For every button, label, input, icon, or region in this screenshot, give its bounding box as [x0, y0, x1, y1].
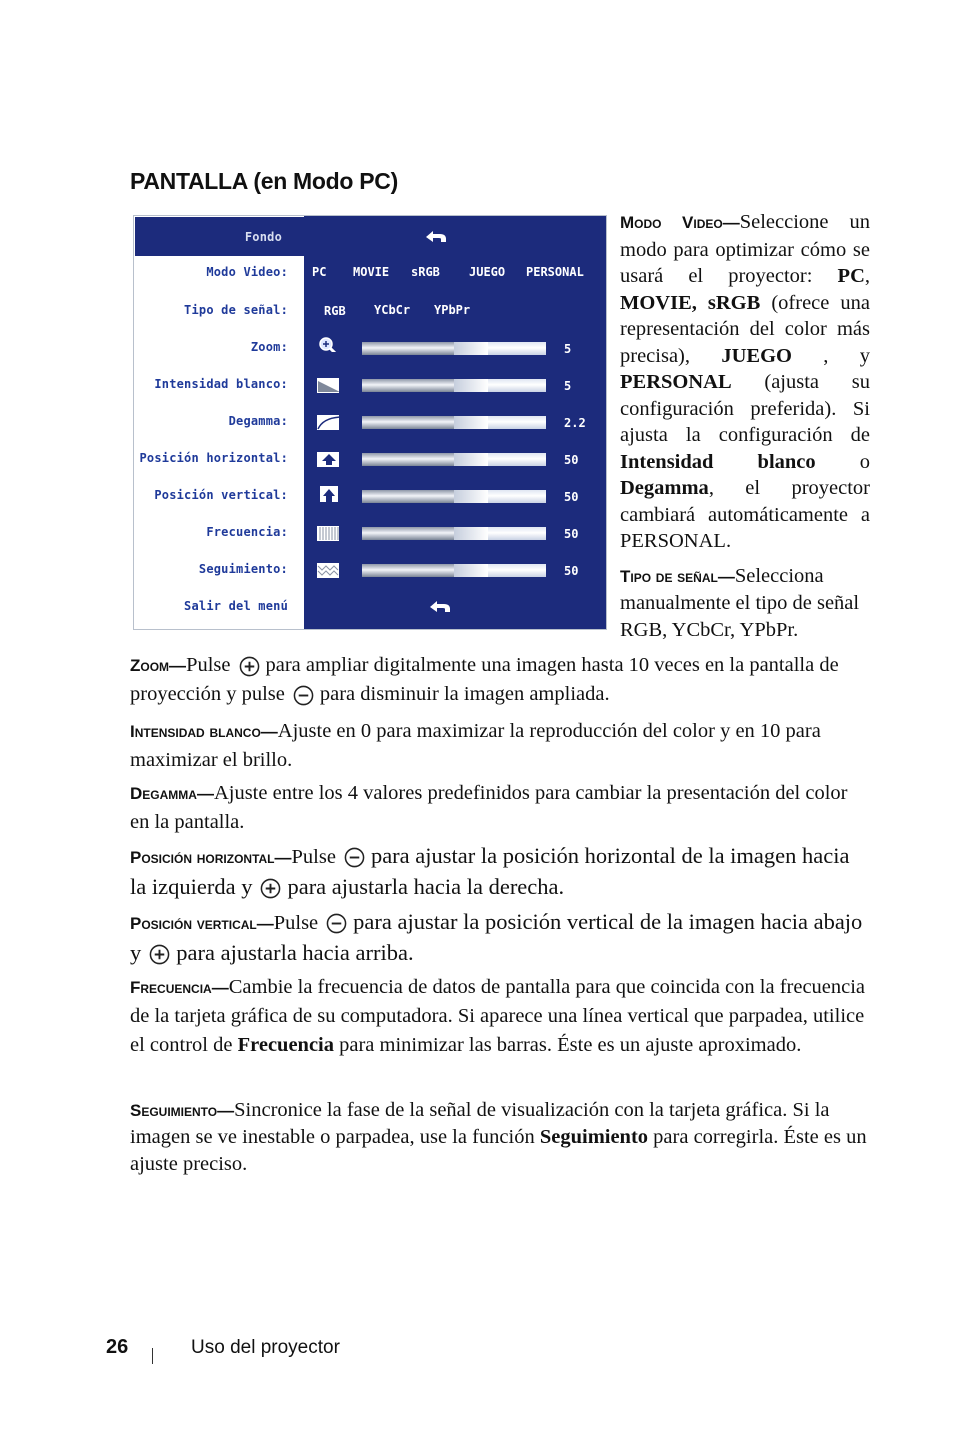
- zoom-slider[interactable]: [362, 342, 546, 355]
- seguimiento-term: Seguimiento—: [130, 1101, 235, 1120]
- posicion-vertical-slider-grad: [454, 490, 488, 503]
- frecuencia-slider-grad: [454, 527, 488, 540]
- seguimiento-paragraph: [130, 1097, 870, 1178]
- text: para ampliar digitalmente una imagen hasta 10 veces en la pantalla de proyección y pulse: [130, 654, 839, 705]
- degamma-paragraph: [130, 779, 870, 836]
- intensidad-blanco-paragraph: [130, 717, 870, 774]
- page-number: 26: [106, 1336, 129, 1358]
- text: para ajustarla hacia arriba.: [176, 940, 414, 965]
- bold-text: Seguimiento: [539, 1126, 649, 1148]
- text: para ajustar la posición vertical de la imagen hacia abajo y: [130, 909, 863, 965]
- intensidad-blanco-value: 5: [564, 379, 572, 393]
- osd-option-movie[interactable]: MOVIE: [353, 265, 390, 279]
- frequency-icon: [317, 526, 339, 542]
- degamma-term: Degamma—: [130, 784, 214, 803]
- posicion-horizontal-slider-fill: [362, 453, 454, 466]
- bold-text: JUEGO: [721, 344, 792, 367]
- intensidad-blanco-slider-fill: [362, 379, 454, 392]
- intensidad-blanco-term: Intensidad blanco—: [130, 722, 278, 741]
- plus-button-icon: [239, 656, 260, 677]
- osd-label-intensidad-blanco[interactable]: Intensidad blanco:: [154, 377, 288, 391]
- text: para corregirla. Éste es un ajuste preciso.: [130, 1126, 867, 1175]
- osd-label-posicion-horizontal[interactable]: Posición horizontal:: [139, 451, 288, 465]
- text: PERSONAL: [620, 530, 726, 552]
- text: para ajustar la posición horizontal de la imagen hacia la izquierda y: [130, 843, 850, 899]
- bold-text: PC: [837, 265, 865, 287]
- text: Pulse: [186, 654, 231, 676]
- text: (ajusta su configuración preferida). Si ajusta la configuración de: [620, 371, 870, 446]
- text: Ajuste entre los 4 valores predefinidos para cambiar la presentación del color en la pantalla.: [130, 782, 848, 833]
- bold-text: MOVIE, sRGB: [620, 291, 761, 314]
- bold-text: Intensidad blanco: [620, 450, 816, 473]
- osd-label-zoom[interactable]: Zoom:: [250, 340, 288, 354]
- osd-label-seguimiento[interactable]: Seguimiento:: [198, 562, 288, 576]
- degamma-curve-icon: [317, 415, 339, 431]
- tipo-senal-term: Tipo de señal—: [620, 566, 735, 586]
- text: Sincronice la fase de la señal de visualización con la tarjeta gráfica. Si la imagen se ve inestable o parpadea, use la función: [130, 1099, 830, 1148]
- osd-option-srgb[interactable]: sRGB: [411, 265, 440, 279]
- osd-menu-panel: [133, 215, 607, 630]
- text: (ofrece una representación del color más precisa),: [620, 291, 870, 367]
- degamma-value: 2.2: [564, 416, 586, 430]
- zoom-slider-grad: [454, 342, 488, 355]
- posicion-vertical-slider-fill: [362, 490, 454, 503]
- osd-option-ycbcr[interactable]: YCbCr: [374, 303, 411, 317]
- posicion-horizontal-term: Posición horizontal—: [130, 848, 292, 867]
- posicion-vertical-slider[interactable]: [362, 490, 546, 503]
- frecuencia-slider-fill: [362, 527, 454, 540]
- modo-video-paragraph: [620, 209, 870, 555]
- osd-label-frecuencia[interactable]: Frecuencia:: [206, 525, 288, 539]
- page-title: PANTALLA (en Modo PC): [130, 168, 398, 194]
- seguimiento-slider[interactable]: [362, 564, 546, 577]
- text: o: [815, 450, 870, 473]
- frecuencia-paragraph: [130, 973, 870, 1060]
- osd-option-ypbpr[interactable]: YPbPr: [434, 303, 471, 317]
- zoom-slider-fill: [362, 342, 454, 355]
- text: para disminuir la imagen ampliada.: [319, 683, 610, 705]
- tracking-icon: [317, 563, 339, 579]
- footer-section-title: Uso del proyector: [191, 1337, 340, 1358]
- frecuencia-term: Frecuencia—: [130, 978, 229, 997]
- posicion-vertical-paragraph: [130, 907, 870, 967]
- minus-button-icon: [293, 685, 314, 706]
- text: Selecciona manualmente el tipo de señal RGB, YCbCr, YPbPr.: [620, 564, 860, 641]
- osd-label-modo-video[interactable]: Modo Video:: [206, 265, 288, 279]
- minus-button-icon: [326, 913, 347, 934]
- osd-fondo-label[interactable]: Fondo: [244, 230, 282, 244]
- seguimiento-slider-fill: [362, 564, 454, 577]
- osd-label-tipo-senal[interactable]: Tipo de señal:: [184, 303, 288, 317]
- text: , y: [791, 344, 871, 367]
- osd-header-row: [135, 217, 605, 256]
- return-arrow-icon[interactable]: [424, 228, 448, 244]
- bold-text: PERSONAL: [620, 371, 732, 393]
- zoom-paragraph: [130, 651, 870, 708]
- posicion-horizontal-slider[interactable]: [362, 453, 546, 466]
- vertical-position-icon: [320, 486, 342, 502]
- text: ,: [864, 265, 870, 287]
- osd-option-personal[interactable]: PERSONAL: [526, 265, 584, 279]
- osd-option-rgb[interactable]: RGB: [324, 304, 346, 318]
- bold-text: Frecuencia: [237, 1034, 334, 1056]
- frecuencia-value: 50: [564, 527, 579, 541]
- plus-button-icon: [149, 944, 170, 965]
- osd-label-posicion-vertical[interactable]: Posición vertical:: [154, 488, 288, 502]
- exit-return-arrow-icon[interactable]: [428, 598, 452, 614]
- text: Cambie la frecuencia de datos de pantalla para que coincida con la frecuencia de la tarjeta gráfica de su computadora. Si aparece una línea vertical que parpadea, utilice el control de: [130, 976, 866, 1056]
- frecuencia-slider[interactable]: [362, 527, 546, 540]
- degamma-slider-grad: [454, 416, 488, 429]
- seguimiento-value: 50: [564, 564, 579, 578]
- minus-button-icon: [344, 847, 365, 868]
- zoom-value: 5: [564, 342, 572, 356]
- text: .: [725, 530, 732, 552]
- text: Pulse: [291, 846, 336, 868]
- text: Seleccione un modo para optimizar cómo se usará el proyector:: [620, 211, 870, 287]
- zoom-magnifier-icon: [317, 336, 339, 352]
- intensidad-blanco-slider-grad: [454, 379, 488, 392]
- osd-option-juego[interactable]: JUEGO: [469, 265, 506, 279]
- osd-option-pc[interactable]: PC: [312, 265, 327, 279]
- text: para minimizar las barras. Éste es un ajuste aproximado.: [334, 1034, 802, 1056]
- footer-divider: [152, 1348, 153, 1364]
- degamma-slider[interactable]: [362, 416, 546, 429]
- posicion-horizontal-value: 50: [564, 453, 579, 467]
- zoom-term: Zoom—: [130, 656, 187, 675]
- white-intensity-icon: [317, 378, 339, 394]
- tipo-senal-paragraph: [620, 563, 870, 644]
- posicion-vertical-value: 50: [564, 490, 579, 504]
- text: para ajustarla hacia la derecha.: [287, 874, 565, 899]
- modo-video-term: Modo Video—: [620, 213, 740, 232]
- text: Pulse: [273, 912, 319, 934]
- text: Ajuste en 0 para maximizar la reproducción del color y en 10 para maximizar el brillo.: [130, 720, 821, 771]
- plus-button-icon: [260, 878, 281, 899]
- horizontal-position-icon: [317, 452, 339, 468]
- posicion-vertical-term: Posición vertical—: [130, 914, 274, 933]
- posicion-horizontal-slider-grad: [454, 453, 488, 466]
- osd-label-salir-menu[interactable]: Salir del menú: [184, 599, 288, 613]
- bold-text: Degamma: [620, 477, 709, 499]
- degamma-slider-fill: [362, 416, 454, 429]
- intensidad-blanco-slider[interactable]: [362, 379, 546, 392]
- text: , el proyector cambiará automáticamente a: [620, 477, 870, 526]
- side-text: [620, 209, 870, 643]
- posicion-horizontal-paragraph: [130, 841, 870, 901]
- osd-label-degamma[interactable]: Degamma:: [228, 414, 288, 428]
- seguimiento-slider-grad: [454, 564, 488, 577]
